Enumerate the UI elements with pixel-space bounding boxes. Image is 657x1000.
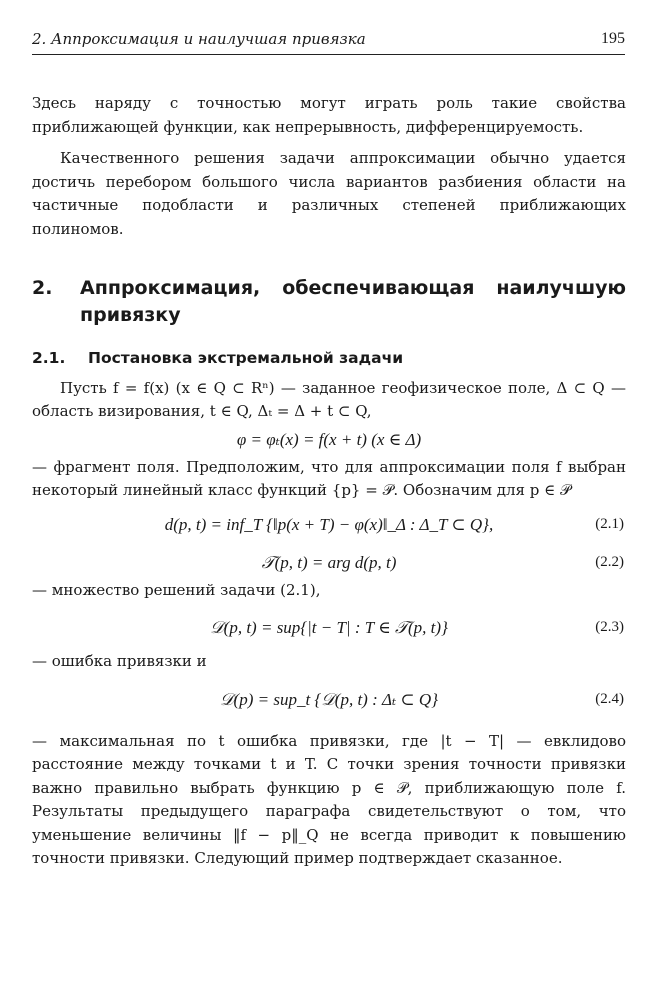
equation-2-1-tag: (2.1) [595, 515, 624, 532]
subsection-title: Постановка экстремальной задачи [88, 349, 404, 367]
equation-2-2-body: 𝒯(p, t) = arg d(p, t) [261, 552, 397, 572]
running-title: 2. Аппроксимация и наилучшая привязка [32, 30, 366, 48]
page-number: 195 [601, 30, 625, 47]
equation-2-2-tag: (2.2) [595, 553, 624, 570]
section-number: 2. [32, 277, 53, 299]
equation-2-3 [32, 606, 626, 650]
paragraph-4: — фрагмент поля. Предположим, что для аппроксимации поля f выбран некоторый линейный класс функций {p} = 𝒫. Обозначим для p ∈ 𝒫 [32, 457, 626, 499]
equation-2-3-tag: (2.3) [595, 619, 624, 636]
equation-2-4 [32, 678, 626, 722]
paragraph-6: — ошибка привязки и [32, 652, 207, 670]
page-body [32, 92, 626, 871]
subsection-heading [32, 347, 626, 371]
equation-2-1 [32, 503, 626, 547]
equation-2-3-body: 𝒟(p, t) = sup{|t − T| : T ∈ 𝒯(p, t)} [210, 618, 448, 638]
running-header [32, 30, 625, 55]
paragraph-3: Пусть f = f(x) (x ∈ Q ⊂ Rⁿ) — заданное геофизическое поле, Δ ⊂ Q — область визирования, t ∈ Q, Δₜ = Δ + t ⊂ Q, [32, 378, 626, 420]
paragraph-5: — множество решений задачи (2.1), [32, 580, 321, 599]
equation-2-2 [32, 547, 626, 579]
section-title: Аппроксимация, обеспечивающая наилучшую привязку [80, 277, 626, 326]
equation-2-1-body: d(p, t) = inf_T {‖p(x + T) − φ(x)‖_Δ : Δ_T ⊂ Q}, [164, 514, 494, 534]
paragraph-1: Здесь наряду с точностью могут играть роль такие свойства приближающей функции, как непрерывность, дифференцируемость. [32, 94, 626, 136]
equation-2-4-body: 𝒟(p) = sup_t {𝒟(p, t) : Δₜ ⊂ Q} [219, 689, 438, 709]
paragraph-2: Качественного решения задачи аппроксимации обычно удается достичь перебором большого числа вариантов разбиения области на частичные подобласти и различных степеней приближающих полиномов. [32, 149, 626, 238]
equation-phi-body: φ = φₜ(x) = f(x + t) (x ∈ Δ) [236, 429, 422, 449]
paragraph-7: — максимальная по t ошибка привязки, где |t − T| — евклидово расстояние между точками t и T. С точки зрения точности привязки важно правильно выбрать функцию p ∈ 𝒫, приближающую поле f. Результаты предыдущего параграфа свидетельствуют о том, что уменьшение величины ‖f − p‖_Q не всегда приводит к повышению точности привязки. Следующий пример подтверждает сказанное. [32, 731, 626, 867]
equation-2-4-tag: (2.4) [595, 690, 624, 707]
section-heading [32, 275, 626, 329]
equation-phi [32, 424, 626, 456]
subsection-number: 2.1. [32, 349, 66, 367]
